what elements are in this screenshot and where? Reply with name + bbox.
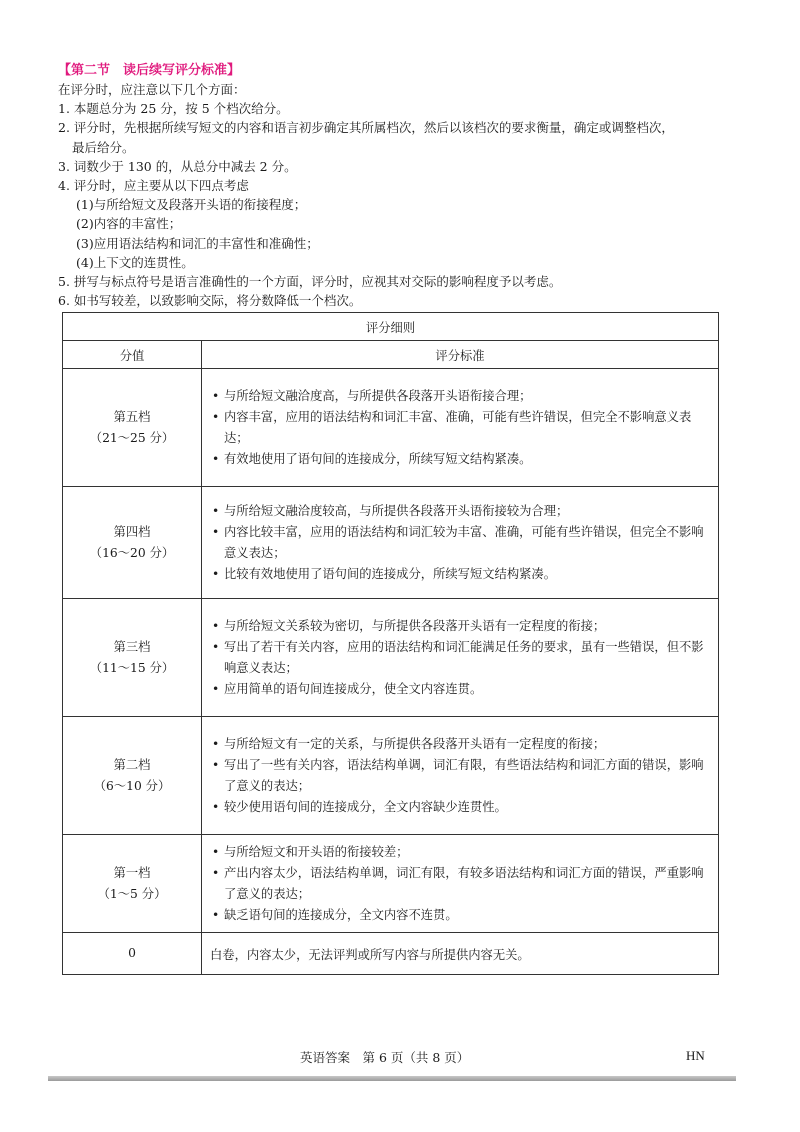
level-range: （21～25 分） [89,430,175,445]
criteria-cell [202,369,719,487]
consideration-2: (2)内容的丰富性； [76,216,182,232]
bottom-rule [48,1076,736,1081]
level-name: 第一档 [113,865,151,880]
criteria-item: • 与所给短文有一定的关系，与所提供各段落开头语有一定程度的衔接； [210,734,710,755]
table-caption: 评分细则 [63,313,719,341]
criteria-item: • 与所给短文和开头语的衔接较差； [210,842,710,863]
criteria-item: • 内容丰富，应用的语法结构和词汇丰富、准确，可能有些许错误，但完全不影响意义表达； [210,407,710,449]
rule-4: 4. 评分时，应主要从以下四点考虑 [58,178,249,194]
level-cell [63,599,202,717]
table-row [63,369,719,487]
criteria-item: • 写出了若干有关内容，应用的语法结构和词汇能满足任务的要求，虽有一些错误，但不影响意义表达； [210,637,710,679]
column-header-criteria: 评分标准 [202,341,719,369]
criteria-item: • 比较有效地使用了语句间的连接成分，所续写短文结构紧凑。 [210,564,710,585]
rule-6: 6. 如书写较差，以致影响交际，将分数降低一个档次。 [58,293,362,309]
criteria-item: • 缺乏语句间的连接成分，全文内容不连贯。 [210,905,710,926]
level-cell [63,369,202,487]
criteria-item: • 与所给短文关系较为密切，与所提供各段落开头语有一定程度的衔接； [210,616,710,637]
level-range: （1～5 分） [97,886,167,901]
criteria-item: • 应用简单的语句间连接成分，使全文内容连贯。 [210,679,710,700]
criteria-text: 白卷，内容太少，无法评判或所写内容与所提供内容无关。 [202,933,719,975]
table-row [63,599,719,717]
scoring-notes [58,62,720,310]
criteria-item: • 较少使用语句间的连接成分，全文内容缺少连贯性。 [210,797,710,818]
rule-3: 3. 词数少于 130 的，从总分中减去 2 分。 [58,158,297,174]
level-name: 第五档 [113,409,151,424]
criteria-cell [202,599,719,717]
level-range: （11～15 分） [89,660,175,675]
consideration-3: (3)应用语法结构和词汇的丰富性和准确性； [76,235,319,251]
criteria-cell [202,717,719,835]
criteria-item: • 产出内容太少，语法结构单调，词汇有限，有较多语法结构和词汇方面的错误，严重影响了意义的表达； [210,863,710,905]
section-title: 【第二节 读后续写评分标准】 [58,63,241,78]
intro-text: 在评分时，应注意以下几个方面： [58,82,246,97]
criteria-cell [202,835,719,933]
rule-1: 1. 本题总分为 25 分，按 5 个档次给分。 [58,101,289,117]
rubric-table [62,312,719,975]
rule-5: 5. 拼写与标点符号是语言准确性的一个方面，评分时，应视其对交际的影响程度予以考虑。 [58,274,562,290]
level-name: 第三档 [113,639,151,654]
level-cell [63,717,202,835]
rule-2: 2. 评分时，先根据所续写短文的内容和语言初步确定其所属档次，然后以该档次的要求衡量，确定或调整档次， [58,120,674,136]
column-header-level: 分值 [63,341,202,369]
criteria-cell [202,487,719,599]
level-range: （16～20 分） [89,545,175,560]
criteria-item: • 与所给短文融洽度较高，与所提供各段落开头语衔接较为合理； [210,501,710,522]
table-row [63,717,719,835]
table-row [63,933,719,975]
criteria-item: • 与所给短文融洽度高，与所提供各段落开头语衔接合理； [210,386,710,407]
level-cell [63,835,202,933]
region-code: HN [686,1048,705,1063]
table-row [63,487,719,599]
criteria-item: • 有效地使用了语句间的连接成分，所续写短文结构紧凑。 [210,449,710,470]
level-name: 第四档 [113,524,151,539]
criteria-item: • 写出了一些有关内容，语法结构单调，词汇有限，有些语法结构和词汇方面的错误，影响了意义的表达； [210,755,710,797]
rule-2-continued: 最后给分。 [72,139,135,155]
criteria-item: • 内容比较丰富，应用的语法结构和词汇较为丰富、准确，可能有些许错误，但完全不影响意义表达； [210,522,710,564]
table-row [63,835,719,933]
level-name: 0 [63,933,202,975]
consideration-1: (1)与所给短文及段落开头语的衔接程度； [76,197,307,213]
level-name: 第二档 [113,757,151,772]
level-cell [63,487,202,599]
page-number: 英语答案 第 6 页（共 8 页） [300,1050,470,1065]
level-range: （6～10 分） [93,778,171,793]
consideration-4: (4)上下文的连贯性。 [76,254,194,270]
